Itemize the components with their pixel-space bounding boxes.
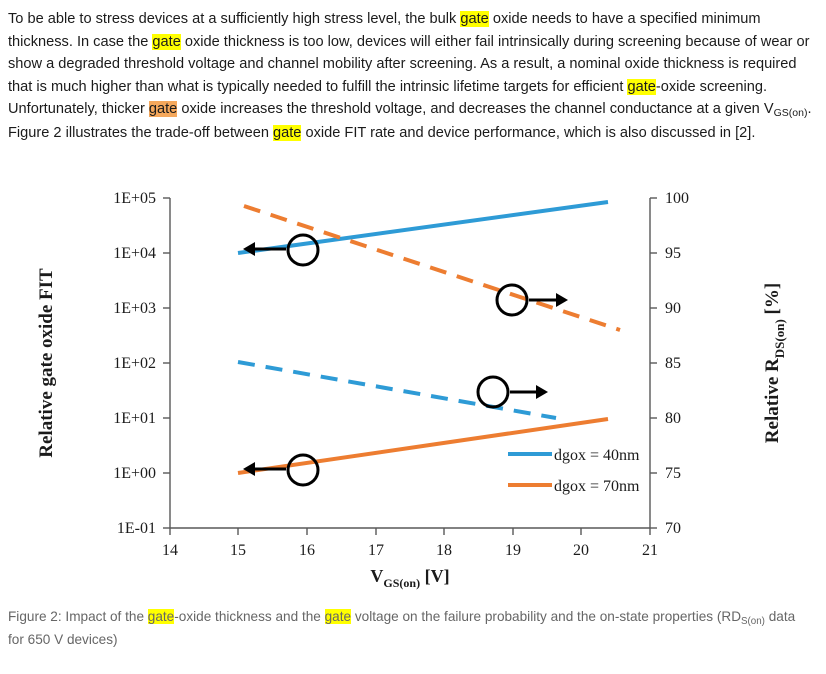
left-tick-5: 1E+04 bbox=[113, 245, 156, 262]
highlighted-term: gate bbox=[152, 33, 181, 50]
x-axis-label-main: V bbox=[370, 566, 384, 586]
right-axis-ticks bbox=[650, 190, 689, 537]
legend-label-0: dgox = 40nm bbox=[554, 447, 640, 464]
series-line-solid-orange bbox=[238, 419, 608, 473]
x-axis-label bbox=[370, 566, 449, 590]
x-tick-7: 21 bbox=[642, 542, 658, 559]
chart-svg bbox=[0, 170, 826, 590]
plain-text: oxide needs to have a specified minimum thickness. In case the bbox=[8, 11, 761, 50]
right-tick-2: 80 bbox=[665, 410, 681, 427]
left-tick-0: 1E-01 bbox=[116, 520, 156, 537]
plain-text: voltage on the failure probability and the on-state properties (RD bbox=[351, 609, 742, 624]
figure-caption bbox=[8, 606, 814, 650]
plain-text: oxide FIT rate and device performance, which is also discussed in [2]. bbox=[301, 124, 756, 141]
series-line-solid-blue bbox=[238, 202, 608, 253]
x-tick-2: 16 bbox=[299, 542, 315, 559]
left-tick-6: 1E+05 bbox=[113, 190, 156, 207]
plain-text: oxide increases the threshold voltage, and decreases the channel conductance at a given V bbox=[177, 101, 774, 117]
left-tick-2: 1E+01 bbox=[113, 410, 156, 427]
left-axis-label: Relative gate oxide FIT bbox=[36, 268, 57, 458]
left-tick-3: 1E+02 bbox=[113, 355, 156, 372]
right-tick-4: 90 bbox=[665, 300, 681, 317]
x-tick-4: 18 bbox=[436, 542, 452, 559]
right-tick-6: 100 bbox=[665, 190, 689, 207]
subscript-text: GS(on) bbox=[773, 106, 808, 119]
right-tick-0: 70 bbox=[665, 520, 681, 537]
plain-text: Figure 2: Impact of the bbox=[8, 609, 148, 624]
paragraph-text bbox=[8, 11, 812, 141]
plain-text: oxide thickness is too low, devices will either fail intrinsically during screening because of wear or show a degraded threshold voltage and channel mobility after screening. As a result, a nominal oxide thickness is required that is much higher than what is typically needed to fulfill the intrinsic lifetime targets for efficient bbox=[8, 33, 810, 95]
plain-text: -oxide thickness and the bbox=[174, 609, 325, 624]
left-tick-1: 1E+00 bbox=[113, 465, 156, 482]
left-tick-4: 1E+03 bbox=[113, 300, 156, 317]
highlighted-term: gate bbox=[460, 11, 489, 27]
x-axis-ticks bbox=[162, 528, 658, 559]
x-axis-label-unit: [V] bbox=[420, 566, 450, 586]
right-tick-3: 85 bbox=[665, 355, 681, 372]
figure-2 bbox=[0, 170, 826, 590]
left-axis-ticks bbox=[113, 190, 170, 537]
right-axis-label-unit: [%] bbox=[762, 282, 783, 320]
legend-label-1: dgox = 70nm bbox=[554, 478, 640, 495]
subscript-text: S(on) bbox=[741, 615, 765, 627]
plain-text: . Figure 2 illustrates the trade-off between bbox=[8, 101, 812, 141]
highlighted-term: gate bbox=[627, 78, 656, 95]
highlighted-term: gate bbox=[147, 609, 175, 624]
highlighted-term: gate bbox=[273, 124, 302, 141]
right-axis-label bbox=[762, 283, 787, 443]
annotation-blue-right-arrow bbox=[478, 377, 548, 407]
highlighted-term: gate bbox=[324, 609, 352, 624]
plain-text: To be able to stress devices at a sufficiently high stress level, the bulk bbox=[8, 11, 461, 27]
x-tick-1: 15 bbox=[230, 542, 246, 559]
right-tick-1: 75 bbox=[665, 465, 681, 482]
highlighted-term-active: gate bbox=[148, 101, 178, 117]
plain-text: data for 650 V devices) bbox=[8, 609, 796, 647]
right-tick-5: 95 bbox=[665, 245, 681, 262]
x-tick-5: 19 bbox=[505, 542, 521, 559]
annotation-orange-left-arrow bbox=[243, 455, 318, 485]
right-axis-label-main: Relative R bbox=[762, 358, 783, 444]
figure-caption-text bbox=[8, 609, 795, 647]
body-paragraph bbox=[8, 8, 814, 144]
plain-text: -oxide screening. Unfortunately, thicker bbox=[8, 78, 768, 117]
x-tick-3: 17 bbox=[368, 542, 384, 559]
right-axis-label-sub: DS(on) bbox=[772, 319, 787, 359]
x-tick-0: 14 bbox=[162, 542, 178, 559]
chart-legend bbox=[508, 447, 640, 495]
x-tick-6: 20 bbox=[573, 542, 589, 559]
x-axis-label-sub: GS(on) bbox=[383, 576, 421, 590]
annotation-blue-left-arrow bbox=[243, 235, 318, 265]
annotation-orange-right-arrow bbox=[497, 285, 568, 315]
